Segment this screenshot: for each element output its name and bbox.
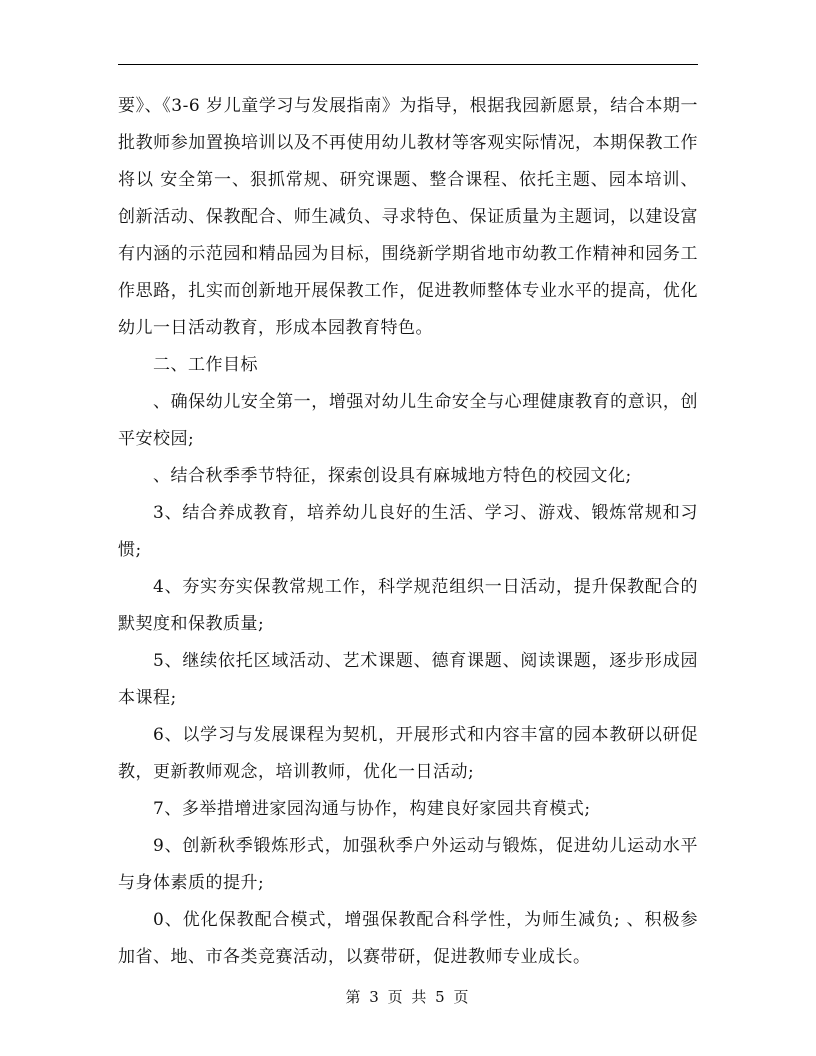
goal-item: 、确保幼儿安全第一，增强对幼儿生命安全与心理健康教育的意识，创平安校园; bbox=[118, 392, 698, 449]
goal-item: 、结合秋季季节特征，探索创设具有麻城地方特色的校园文化; bbox=[153, 466, 632, 486]
goal-item: 3、结合养成教育，培养幼儿良好的生活、学习、游戏、锻炼常规和习惯; bbox=[118, 503, 698, 560]
goal-item: 4、夯实夯实保教常规工作，科学规范组织一日活动，提升保教配合的默契度和保教质量; bbox=[118, 577, 698, 634]
document-body bbox=[118, 88, 698, 976]
section-heading-goals: 二、工作目标 bbox=[153, 355, 258, 375]
goal-item: 7、多举措增进家园沟通与协作，构建良好家园共育模式; bbox=[153, 799, 591, 819]
goal-item: 5、继续依托区域活动、艺术课题、德育课题、阅读课题，逐步形成园本课程; bbox=[118, 651, 698, 708]
header-rule bbox=[118, 64, 698, 65]
intro-paragraph: 要》、《3-6 岁儿童学习与发展指南》为指导，根据我园新愿景，结合本期一批教师参加置换培训以及不再使用幼儿教材等客观实际情况，本期保教工作将以 安全第一、狠抓常规、研究课题、整合课程、依托主题、园本培训、创新活动、保教配合、师生减负、寻求特色、保证质量为主题词，以建设富有内涵的示范园和精品园为目标，围绕新学期省地市幼教工作精神和园务工作思路，扎实而创新地开展保教工作，促进教师整体专业水平的提高，优化幼儿一日活动教育，形成本园教育特色。 bbox=[118, 96, 698, 338]
goal-item: 6、以学习与发展课程为契机，开展形式和内容丰富的园本教研以研促教，更新教师观念，培训教师，优化一日活动; bbox=[118, 725, 698, 782]
goal-item: 0、优化保教配合模式，增强保教配合科学性，为师生减负; 、积极参加省、地、市各类竞赛活动，以赛带研，促进教师专业成长。 bbox=[118, 910, 698, 967]
page-number-footer: 第 3 页 共 5 页 bbox=[345, 988, 471, 1006]
goal-item: 9、创新秋季锻炼形式，加强秋季户外运动与锻炼，促进幼儿运动水平与身体素质的提升; bbox=[118, 836, 698, 893]
